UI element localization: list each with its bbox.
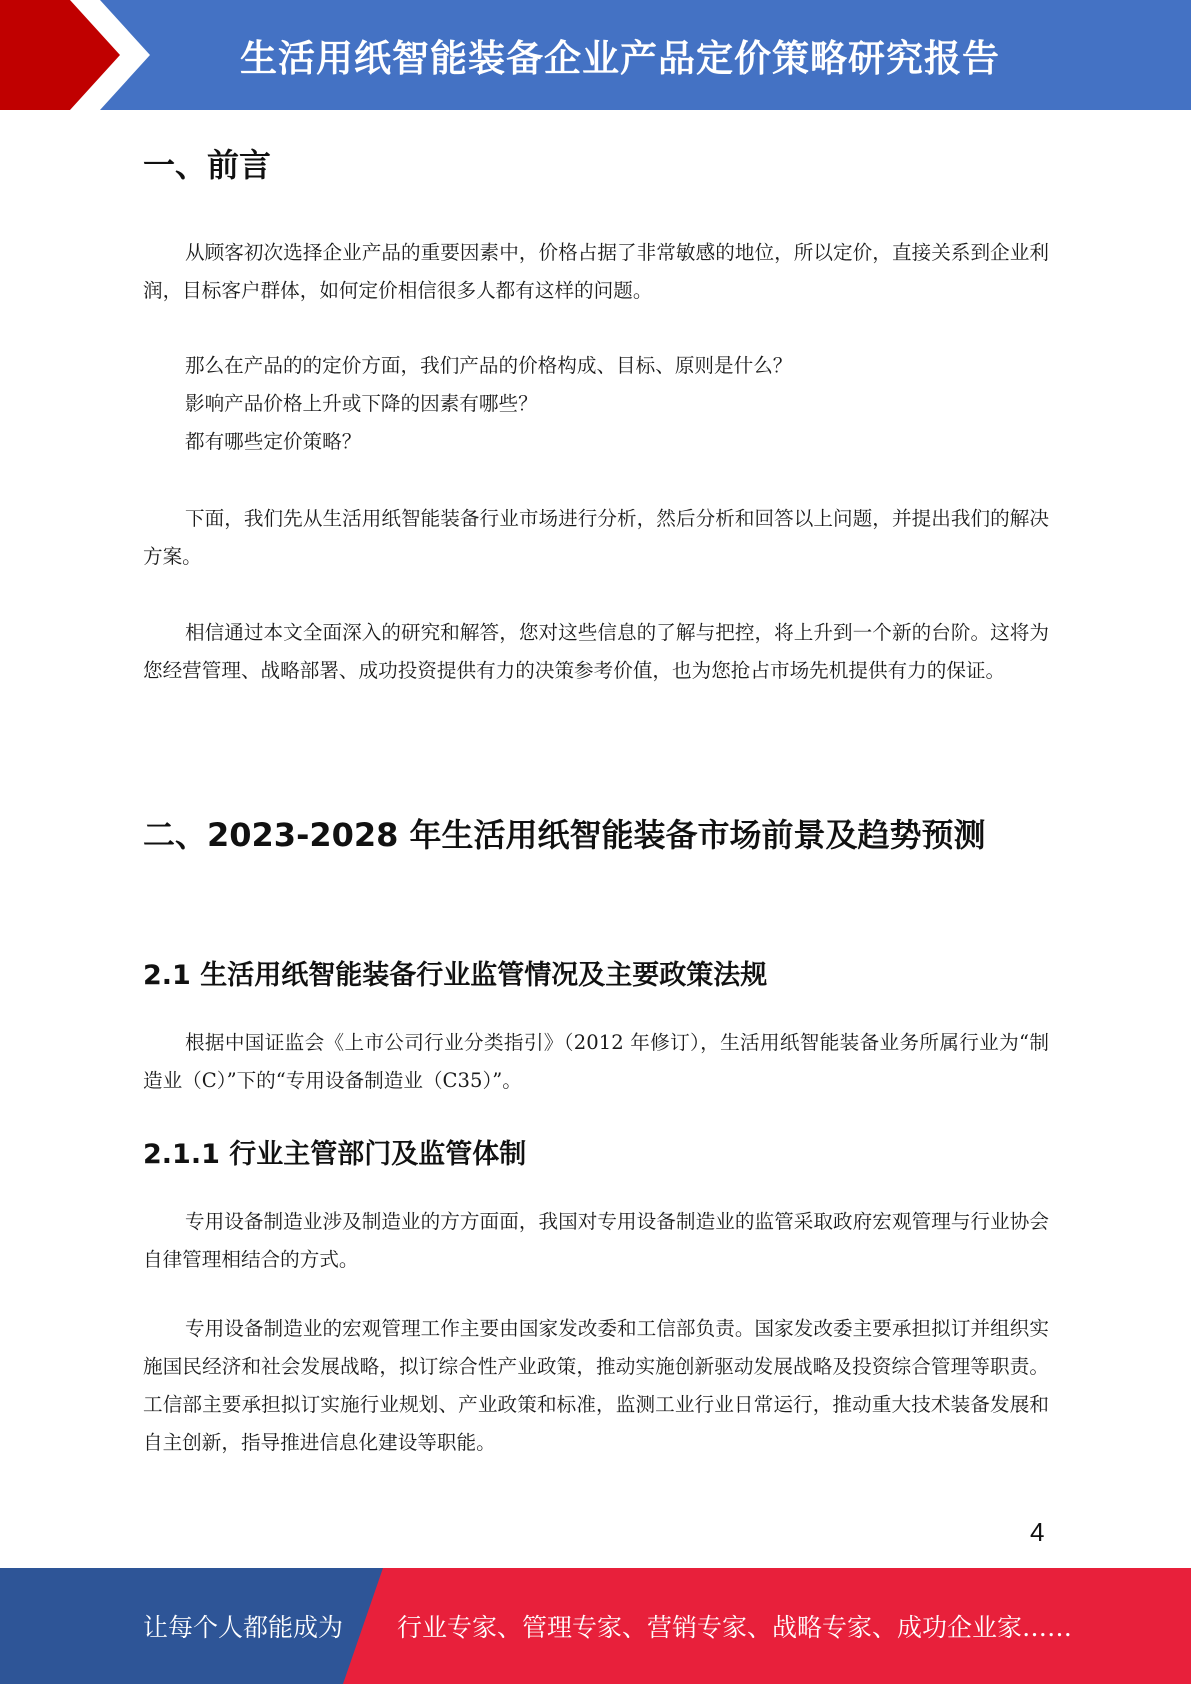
header-banner xyxy=(0,0,1191,110)
section-heading-market-outlook: 二、2023-2028 年生活用纸智能装备市场前景及趋势预测 xyxy=(143,816,986,854)
footer-slogan-left: 让每个人都能成为 xyxy=(143,1613,344,1642)
section-heading-preface: 一、前言 xyxy=(143,146,272,184)
footer-slogan-right: 行业专家、管理专家、营销专家、战略专家、成功企业家…… xyxy=(397,1613,1073,1642)
paragraph: 专用设备制造业的宏观管理工作主要由国家发改委和工信部负责。国家发改委主要承担拟订并组织实施国民经济和社会发展战略，拟订综合性产业政策，推动实施创新驱动发展战略及投资综合管理等职责。工信部主要承担拟订实施行业规划、产业政策和标准，监测工业行业日常运行，推动重大技术装备发展和自主创新，指导推进信息化建设等职能。 xyxy=(143,1317,1049,1454)
question-line: 都有哪些定价策略？ xyxy=(185,430,362,453)
footer-banner xyxy=(0,1568,1191,1684)
page-number: 4 xyxy=(1030,1517,1045,1547)
report-title: 生活用纸智能装备企业产品定价策略研究报告 xyxy=(240,37,1000,80)
question-line: 影响产品价格上升或下降的因素有哪些？ xyxy=(185,392,538,415)
paragraph: 根据中国证监会《上市公司行业分类指引》（2012 年修订），生活用纸智能装备业务所属行业为“制造业（C）”下的“专用设备制造业（C35）”。 xyxy=(143,1031,1049,1092)
question-line: 那么在产品的的定价方面，我们产品的价格构成、目标、原则是什么？ xyxy=(185,354,793,377)
subsection-heading-authorities: 2.1.1 行业主管部门及监管体制 xyxy=(143,1139,527,1170)
paragraph: 从顾客初次选择企业产品的重要因素中，价格占据了非常敏感的地位，所以定价，直接关系到企业利润，目标客户群体，如何定价相信很多人都有这样的问题。 xyxy=(143,241,1049,302)
paragraph: 专用设备制造业涉及制造业的方方面面，我国对专用设备制造业的监管采取政府宏观管理与行业协会自律管理相结合的方式。 xyxy=(143,1210,1049,1271)
paragraph: 相信通过本文全面深入的研究和解答，您对这些信息的了解与把控，将上升到一个新的台阶。这将为您经营管理、战略部署、成功投资提供有力的决策参考价值，也为您抢占市场先机提供有力的保证。 xyxy=(143,621,1049,682)
paragraph: 下面，我们先从生活用纸智能装备行业市场进行分析，然后分析和回答以上问题，并提出我们的解决方案。 xyxy=(143,507,1049,568)
subsection-heading-regulation: 2.1 生活用纸智能装备行业监管情况及主要政策法规 xyxy=(143,960,768,991)
